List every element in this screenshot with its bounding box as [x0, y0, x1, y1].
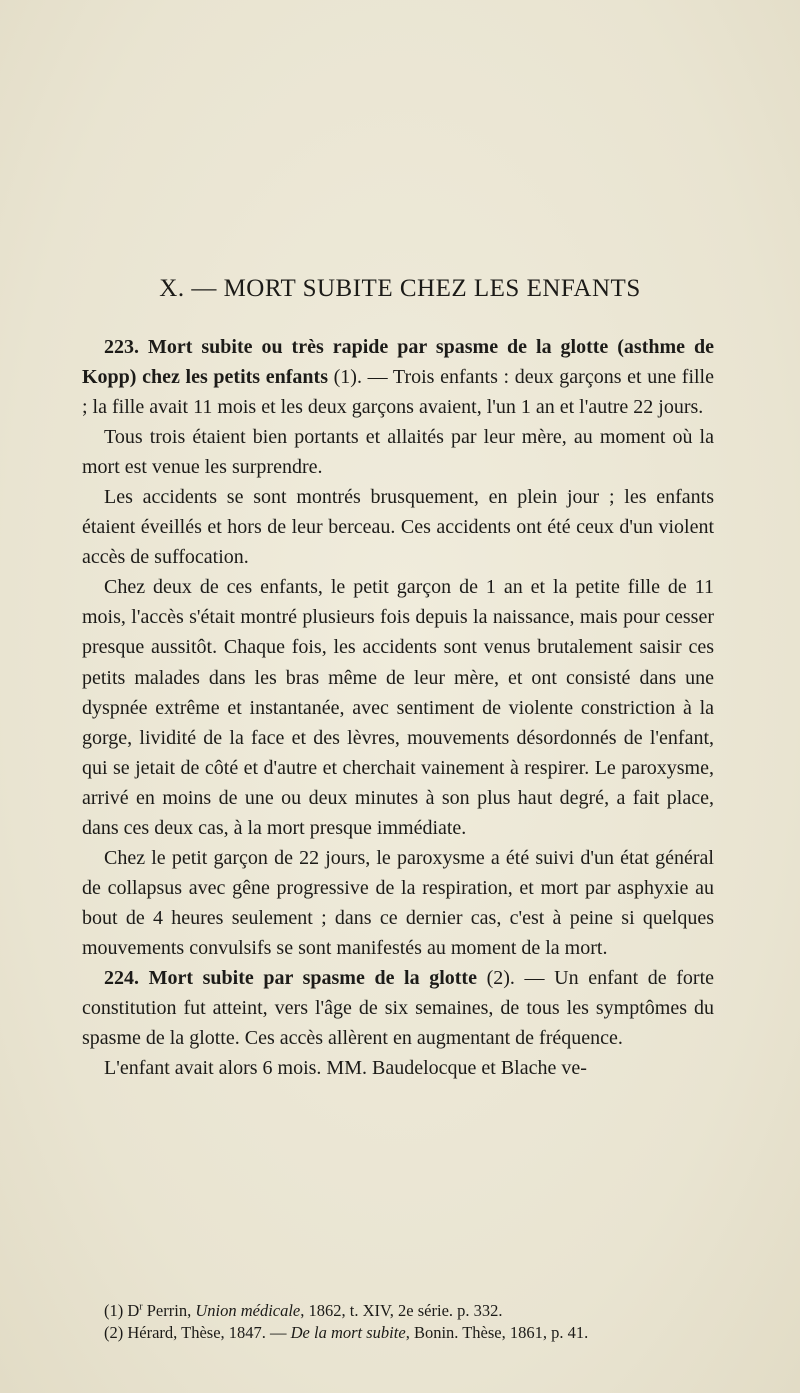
footnote-1-sup: r — [139, 1301, 143, 1313]
footnote-1 — [82, 1300, 714, 1322]
entry-223-heading: 223. Mort subite ou très rapide par spasme de la glotte (asthme de Kopp) chez les petits enfants — [82, 336, 714, 389]
footnotes — [82, 1300, 714, 1343]
entry-224-ref: (2). — [476, 966, 515, 989]
entry-223-ref: (1). — [327, 366, 362, 389]
footnote-1-start: (1) D — [104, 1301, 140, 1320]
footnote-1-mid: Perrin, — [142, 1301, 196, 1320]
entry-223-text: — Trois enfants : deux garçons et une fille ; la fille avait 11 mois et les deux garçons avaient, l'un 1 an et l'autre 22 jours. — [82, 366, 714, 419]
footnote-2-start: (2) Hérard, Thèse, 1847. — — [104, 1322, 291, 1342]
footnote-2-title: De la mort subite — [290, 1322, 406, 1342]
footnote-2-end: , Bonin. Thèse, 1861, p. 41. — [405, 1322, 589, 1342]
chapter-title: X. — MORT SUBITE CHEZ LES ENFANTS — [159, 275, 641, 302]
paragraph-1: Tous trois étaient bien portants et allaités par leur mère, au moment où la mort est venue les surprendre. — [82, 426, 714, 479]
paragraph-4: Chez le petit garçon de 22 jours, le paroxysme a été suivi d'un état général de collapsus avec gêne progressive de la respiration, et mort par asphyxie au bout de 4 heures seulement ; dans ce dernier cas, c'est à peine si quelques mouvements convulsifs se sont manifestés au moment de la mort. — [82, 846, 714, 959]
entry-224-heading: 224. Mort subite par spasme de la glotte — [104, 966, 477, 989]
footnote-1-end: , 1862, t. XIV, 2e série. p. 332. — [300, 1301, 503, 1320]
paragraph-2: Les accidents se sont montrés brusquement, en plein jour ; les enfants étaient éveillés et hors de leur berceau. Ces accidents ont été ceux d'un violent accès de suffocation. — [82, 486, 714, 569]
body-text — [82, 332, 714, 1083]
paragraph-last: L'enfant avait alors 6 mois. MM. Baudelocque et Blache ve- — [104, 1057, 587, 1080]
entry-224 — [82, 963, 714, 1053]
entry-223 — [82, 332, 714, 422]
entry-224-text: — Un enfant de forte constitution fut atteint, vers l'âge de six semaines, de tous les symptômes du spasme de la glotte. Ces accès allèrent en augmentant de fréquence. — [82, 966, 715, 1050]
footnote-1-title: Union médicale — [195, 1301, 301, 1320]
footnote-2 — [82, 1322, 714, 1344]
paragraph-3: Chez deux de ces enfants, le petit garçon de 1 an et la petite fille de 11 mois, l'accès s'était montré plusieurs fois depuis la naissance, mais pour cesser presque aussitôt. Chaque fois, les accidents sont venus brutalement saisir ces petits malades dans les bras même de leur mère, et ont consisté dans une dyspnée extrême et instantanée, avec sentiment de violente constriction à la gorge, lividité de la face et des lèvres, mouvements désordonnés de l'enfant, qui se jetait de côté et d'autre et cherchait vainement à respirer. Le paroxysme, arrivé en moins de une ou deux minutes à son plus haut degré, a fait place, dans ces deux cas, à la mort presque immédiate. — [82, 576, 714, 839]
